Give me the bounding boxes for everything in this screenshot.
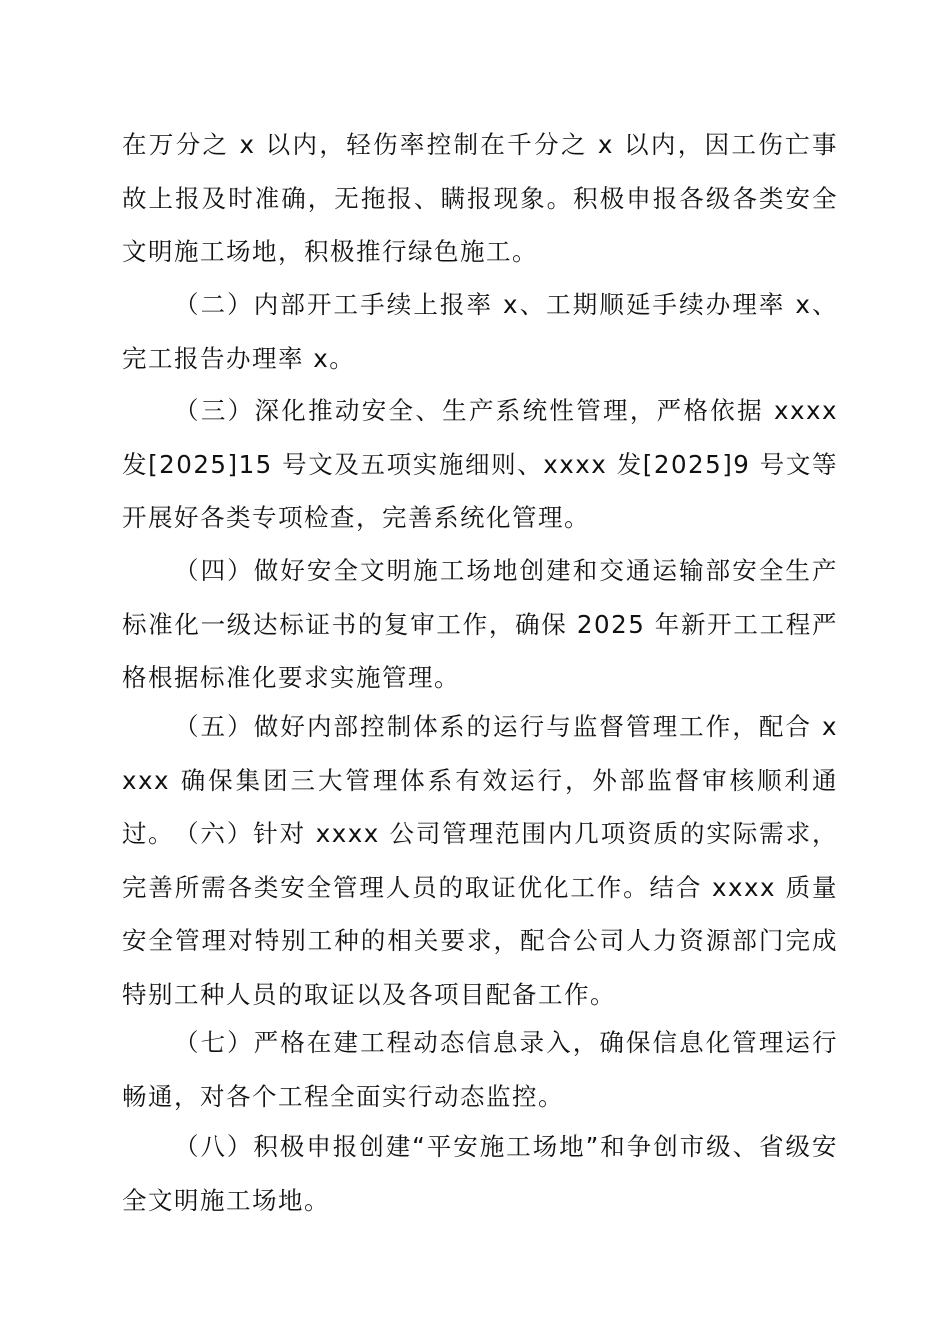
paragraph-item-5: （五）做好内部控制体系的运行与监督管理工作，配合 xxxx 确保集团三大管理体系有效运行，外部监督审核顺利通过。 (122, 712, 838, 848)
paragraph-item-6: （六）针对 xxxx 公司管理范围内几项资质的实际需求，完善所需各类安全管理人员的取证优化工作。结合 xxxx 质量安全管理对特别工种的相关要求，配合公司人力资源部门完成特别工种人员的取证以及各项目配备工作。 (122, 819, 838, 1009)
paragraph-item-7: （七）严格在建工程动态信息录入，确保信息化管理运行畅通，对各个工程全面实行动态监控。 (122, 1028, 838, 1111)
paragraph-item-8: （八）积极申报创建“平安施工场地”和争创市级、省级安全文明施工场地。 (122, 1132, 838, 1215)
paragraph-item-2: （二）内部开工手续上报率 x、工期顺延手续办理率 x、完工报告办理率 x。 (122, 290, 838, 373)
paragraph-continuation: 在万分之 x 以内，轻伤率控制在千分之 x 以内，因工伤亡事故上报及时准确，无拖报、瞒报现象。积极申报各级各类安全文明施工场地，积极推行绿色施工。 (122, 130, 838, 266)
paragraph-item-4: （四）做好安全文明施工场地创建和交通运输部安全生产标准化一级达标证书的复审工作，确保 2025 年新开工工程严格根据标准化要求实施管理。 (122, 556, 838, 692)
paragraph-item-3: （三）深化推动安全、生产系统性管理，严格依据 xxxx 发[2025]15 号文及五项实施细则、xxxx 发[2025]9 号文等开展好各类专项检查，完善系统化管理。 (122, 396, 838, 532)
